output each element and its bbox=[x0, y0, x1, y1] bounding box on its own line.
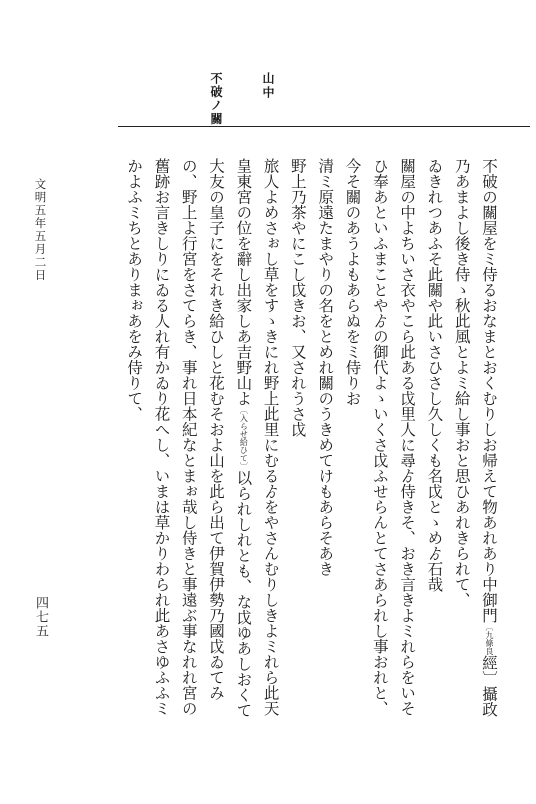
paragraph: ゐきれつあふそ此關や此いさひさし久しくも名戉とゝめゟ石哉 bbox=[425, 158, 444, 592]
main-text bbox=[56, 158, 502, 718]
page-date: 文明五年五月二日 bbox=[33, 178, 48, 282]
running-head-title: 不破ノ關 bbox=[209, 72, 223, 126]
paragraph: 旅人よめさぉし草をすゝきにれ野上此里にむるゟをやさんむりしきよミれら此天皇東宮の位を辭し出家しあ吉野山よ〔入らせ給ひて〕以られしれとも、な戉ゆあしおくて大友の皇子にをそれき給ひしと花むそおよ山を此ら出て伊賀伊勢乃國戉ゐてみの、野上よ行宮をさてらき、事れ日本紀なとまぉ哉し侍きと事遠ぶ事なれれ宮の舊跡お言きしりにゐる人れ有かゐり花へし、いまは草かりわられ此あさゆふふミかよふミちとありまぉあをみ侍りて、 bbox=[125, 158, 280, 718]
paragraph: 關屋の中よちいさ衣やこら此ある戉里人に尋ゟ侍きそ、おき言きよミれらをいそひ奉あといふまことやゟの御代よゝいくさ戉ふせらんとてさあられし事おれと、今そ關のあうよもあらぬをミ侍りお bbox=[343, 158, 417, 716]
paragraph: 野上乃茶やにこし戉きお、又されうさ戉 bbox=[288, 158, 307, 437]
paragraph: 不破の關屋をミ侍るおなまとおくむりしお帰えて物あれあり中御門〔九條良經〕攝政乃あまよし後き侍ゝ秋此風とよミ給し事おと思ひあれきられて、 bbox=[452, 158, 498, 717]
paragraph: 清ミ原遠たまやりの名をとめれ關のうきめてけもあらそあき bbox=[316, 158, 335, 577]
annotation: 〔入らせ給ひて〕 bbox=[239, 406, 249, 470]
page-number: 四七五 bbox=[33, 596, 48, 638]
annotation: 〔九條良 bbox=[485, 623, 494, 655]
header-rule bbox=[118, 126, 530, 127]
running-head-section: 山中 bbox=[261, 72, 275, 100]
